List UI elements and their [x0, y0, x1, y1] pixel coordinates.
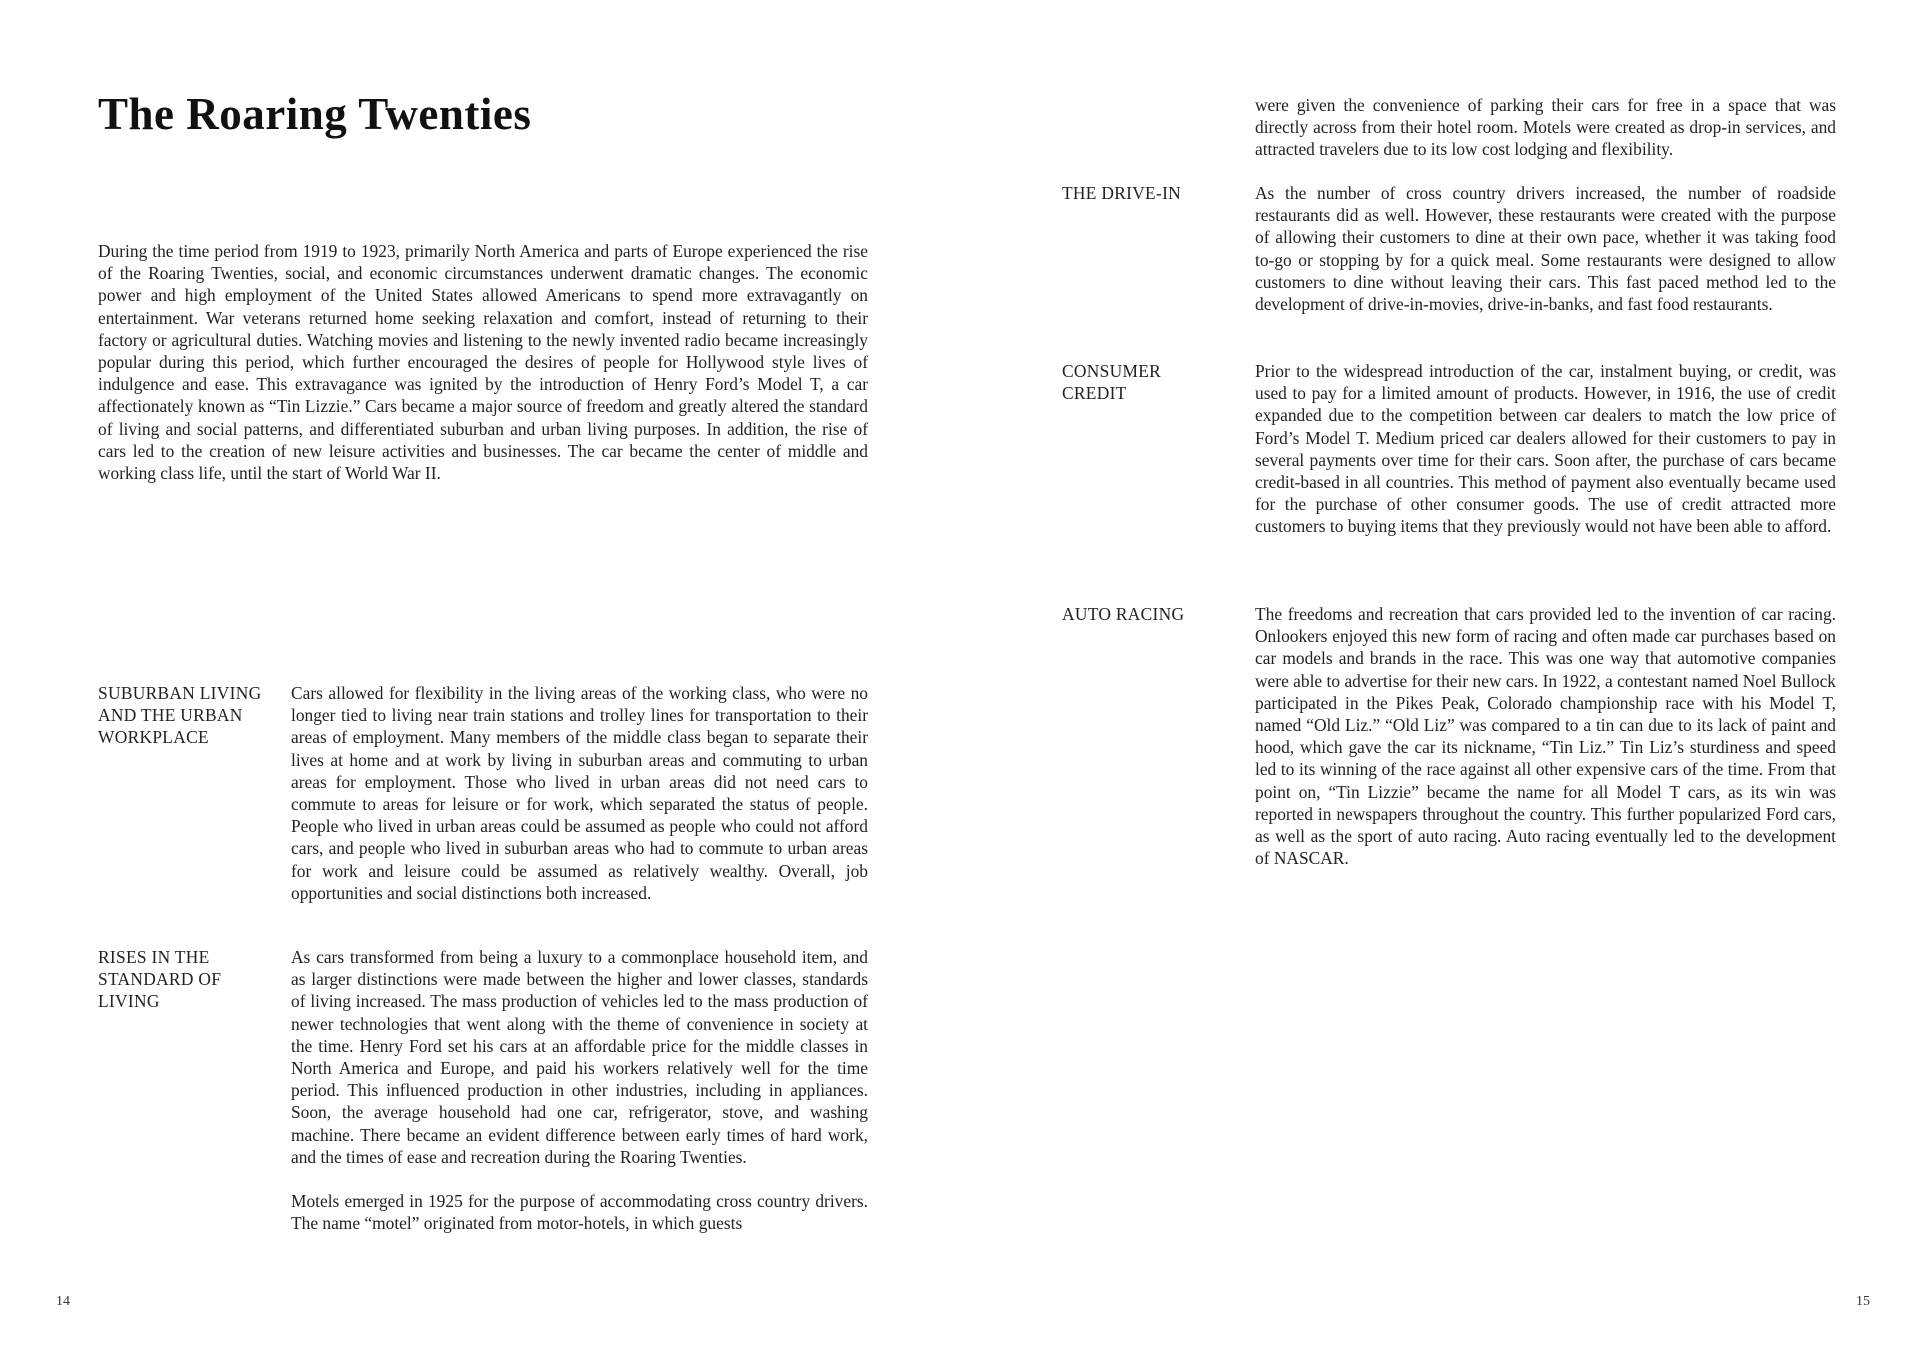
section-label: CONSUMER CREDIT — [1062, 361, 1162, 404]
section-body — [1255, 603, 1836, 869]
section-body — [1255, 360, 1836, 538]
page-number: 14 — [56, 1294, 70, 1309]
section-paragraph: Prior to the widespread introduction of the car, instalment buying, or credit, was used to pay for a limited amount of products. However, in 1916, the use of credit expanded due to the competition between car dealers to match the low price of Ford’s Model T. Medium priced car dealers allowed for their customers to pay in several payments over time for their cars. Soon after, the purchase of cars became credit-based in all countries. This method of payment also eventually became used for the purchase of other consumer goods. The use of credit attracted more customers to buying items that they previously would not have been able to afford. — [1255, 361, 1836, 537]
page-title: The Roaring Twenties — [98, 89, 532, 139]
section-paragraph: As the number of cross country drivers increased, the number of roadside restaurants did as well. However, these restaurants were created with the purpose of allowing their customers to dine at their own pace, whether it was taking food to-go or stopping by for a quick meal. Some restaurants were designed to allow customers to dine without leaving their cars. This fast paced method led to the development of drive-in-movies, drive-in-banks, and fast food restaurants. — [1255, 183, 1836, 315]
section-paragraph: Cars allowed for flexibility in the living areas of the working class, who were no longer tied to living near train stations and trolley lines for transportation to their areas of employment. Many members of the middle class began to separate their lives at home and at work by living in suburban areas and commuting to urban areas for employment. Those who lived in urban areas did not need cars to commute to areas for leisure or for work, which separated the status of people. People who lived in urban areas could be assumed as people who could not afford cars, and people who lived in suburban areas who had to commute to urban areas for work and leisure could be assumed as relatively wealthy. Overall, job opportunities and social distinctions both increased. — [291, 683, 868, 903]
intro-paragraph: During the time period from 1919 to 1923, primarily North America and parts of Europe experienced the rise of the Roaring Twenties, social, and economic circumstances underwent dramatic changes. The economic power and high employment of the United States allowed Americans to spend more extravagantly on entertainment. War veterans returned home seeking relaxation and comfort, instead of returning to their factory or agricultural duties. Watching movies and listening to the newly invented radio became increasingly popular during this period, which further encouraged the desires of people for Hollywood style lives of indulgence and ease. This extravagance was ignited by the introduction of Henry Ford’s Model T, a car affectionately known as “Tin Lizzie.” Cars became a major source of freedom and greatly altered the standard of living and social patterns, and differentiated suburban and urban living purposes. In addition, the rise of cars led to the creation of new leisure activities and businesses. The car became the center of middle and working class life, until the start of World War II. — [98, 241, 868, 484]
section-label: THE DRIVE-IN — [1062, 183, 1182, 203]
section-paragraph: As cars transformed from being a luxury to a commonplace household item, and as larger distinctions were made between the higher and lower classes, standards of living increased. The mass production of vehicles led to the mass production of newer technologies that went along with the theme of convenience in society at the time. Henry Ford set his cars at an affordable price for the middle classes in North America and Europe, and paid his workers relatively well for the time period. This influenced production in other industries, including in appliances. Soon, the average household had one car, refrigerator, stove, and washing machine. There became an evident difference between early times of hard work, and the times of ease and recreation during the Roaring Twenties. — [291, 947, 868, 1167]
section-drive-in — [1062, 182, 1836, 342]
section-standard-of-living — [98, 946, 868, 1266]
section-consumer-credit — [1062, 360, 1836, 590]
section-label: SUBURBAN LIVING AND THE URBAN WORKPLACE — [98, 683, 262, 748]
section-body — [291, 682, 868, 904]
section-body — [291, 946, 868, 1234]
section-auto-racing — [1062, 603, 1836, 903]
continuation-paragraph: were given the convenience of parking their cars for free in a space that was directly across from their hotel room. Motels were created as drop-in services, and attracted travelers due to its low cost lodging and flexibility. — [1255, 95, 1836, 160]
section-body — [1255, 182, 1836, 315]
section-label: AUTO RACING — [1062, 604, 1185, 624]
section-label: RISES IN THE STANDARD OF LIVING — [98, 947, 222, 1012]
page-number: 15 — [1856, 1294, 1870, 1309]
section-suburban-living — [98, 682, 868, 912]
section-paragraph: Motels emerged in 1925 for the purpose of accommodating cross country drivers. The name “motel” originated from motor-hotels, in which guests — [291, 1191, 868, 1234]
section-paragraph: The freedoms and recreation that cars provided led to the invention of car racing. Onlookers enjoyed this new form of racing and often made car purchases based on car models and brands in the race. This was one way that automotive companies were able to advertise for their new cars. In 1922, a contestant named Noel Bullock participated in the Pikes Peak, Colorado championship race with his Model T, named “Old Liz.” “Old Liz” was compared to a tin can due to its lack of paint and hood, which gave the car its nickname, “Tin Liz.” Tin Liz’s sturdiness and speed led to its winning of the race against all other expensive cars of the time. From that point on, “Tin Lizzie” became the name for all Model T cars, as its win was reported in newspapers throughout the country. This further popularized Ford cars, as well as the sport of auto racing. Auto racing eventually led to the development of NASCAR. — [1255, 604, 1836, 869]
right-page — [960, 0, 1920, 1362]
